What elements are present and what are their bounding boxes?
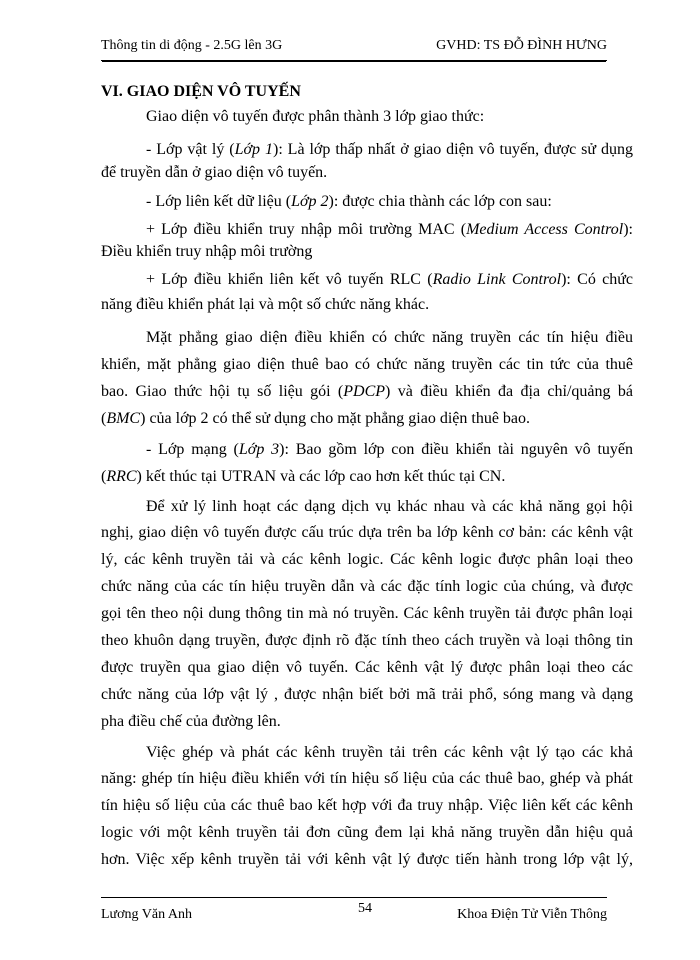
paragraph-line — [101, 409, 633, 429]
paragraph-line — [146, 270, 633, 290]
line-text: Để xử lý linh hoạt các dạng dịch vụ khác nhau và các khả năng gọi hội — [146, 498, 633, 515]
italic-term: Lớp 1 — [234, 141, 273, 158]
paragraph-line — [101, 769, 633, 789]
line-text: Mặt phẳng giao diện điều khiển có chức năng truyền các tín hiệu điều — [146, 329, 633, 346]
line-text: ): Bao gồm lớp con điều khiển tài nguyên vô tuyến — [279, 441, 634, 458]
line-text: - Lớp liên kết dữ liệu ( — [146, 193, 292, 210]
paragraph-line — [101, 295, 633, 315]
line-text: pha điều chế của đường lên. — [101, 713, 281, 730]
line-text: năng: ghép tín hiệu điều khiển với tín hiệu số liệu của các thuê bao, ghép và phát — [101, 770, 633, 787]
line-text: để truyền dẫn ở giao diện vô tuyến. — [101, 164, 328, 181]
line-text: được truyền qua giao diện vô tuyến. Các kênh vật lý được phân loại theo các — [101, 659, 633, 676]
italic-term: Radio Link Control — [432, 271, 562, 288]
paragraph-line — [146, 440, 633, 460]
paragraph-line — [101, 523, 633, 543]
paragraph-line — [101, 712, 633, 732]
header-left-text: Thông tin di động - 2.5G lên 3G — [101, 38, 283, 53]
paragraph-line — [146, 192, 633, 212]
line-text: chức năng của các tín hiệu truyền dẫn và các đặc tính logic của chúng, và được — [101, 578, 633, 595]
line-text: Giao diện vô tuyến được phân thành 3 lớp giao thức: — [146, 108, 485, 125]
page-header — [101, 30, 607, 61]
line-text: + Lớp điều khiển truy nhập môi trường MAC ( — [146, 221, 467, 238]
line-text: Việc ghép và phát các kênh truyền tải trên các kênh vật lý tạo các khả — [146, 744, 633, 761]
line-text: Điều khiển truy nhập môi trường — [101, 243, 313, 260]
page-number: 54 — [358, 901, 372, 916]
paragraph-line — [101, 577, 633, 597]
line-text: ) và điều khiển đa địa chỉ/quảng bá — [385, 383, 633, 400]
line-text: nghị, giao diện vô tuyến được cấu trúc dựa trên ba lớp kênh cơ bản: các kênh vật — [101, 524, 633, 541]
line-text: bao. Giao thức hội tụ số liệu gói ( — [101, 383, 344, 400]
italic-term: Lớp 3 — [238, 441, 280, 458]
italic-term: PDCP — [343, 383, 386, 400]
paragraph-line — [101, 604, 633, 624]
paragraph-line — [101, 658, 633, 678]
line-text: ) của lớp 2 có thể sử dụng cho mặt phẳng giao diện thuê bao. — [140, 410, 531, 427]
line-text: lý, các kênh truyền tải và các kênh logic. Các kênh logic được phân loại theo — [101, 551, 633, 568]
line-text: + Lớp điều khiển liên kết vô tuyến RLC ( — [146, 271, 433, 288]
line-text: gọi tên theo nội dung thông tin mà nó truyền. Các kênh truyền tải được phân loại — [101, 605, 633, 622]
line-text: ( — [101, 468, 107, 485]
paragraph-line — [101, 467, 633, 487]
paragraph-line — [101, 382, 633, 402]
line-text: ( — [101, 410, 107, 427]
paragraph-line — [101, 355, 633, 375]
paragraph-line — [101, 631, 633, 651]
paragraph-line — [146, 328, 633, 348]
line-text: ) kết thúc tại UTRAN và các lớp cao hơn kết thúc tại CN. — [136, 468, 506, 485]
paragraph-line — [146, 220, 633, 240]
italic-term: Lớp 2 — [291, 193, 329, 210]
line-text: chức năng của lớp vật lý , được nhận biết bởi mã trải phổ, sóng mang và dạng — [101, 686, 633, 703]
paragraph-line — [146, 743, 633, 763]
line-text: logic với một kênh truyền tải đơn cũng đem lại khả năng truyền dẫn hiệu quả — [101, 824, 633, 841]
section-title: VI. GIAO DIỆN VÔ TUYẾN — [101, 83, 301, 100]
paragraph-line — [146, 140, 633, 160]
line-text: năng điều khiển phát lại và một số chức năng khác. — [101, 296, 430, 313]
italic-term: BMC — [106, 410, 141, 427]
header-right-text: GVHD: TS ĐỖ ĐÌNH HƯNG — [436, 38, 607, 53]
paragraph-line — [146, 497, 633, 517]
paragraph-line — [101, 796, 633, 816]
line-text: ): được chia thành các lớp con sau: — [328, 193, 552, 210]
line-text: - Lớp vật lý ( — [146, 141, 235, 158]
paragraph-line — [101, 823, 633, 843]
paragraph-line — [101, 550, 633, 570]
page-footer — [101, 897, 607, 938]
paragraph-line — [101, 685, 633, 705]
line-text: khiển, mặt phẳng giao diện thuê bao có chức năng truyền các tin tức của thuê — [101, 356, 633, 373]
line-text: ): Có chức — [561, 271, 634, 288]
paragraph-line — [101, 850, 633, 870]
paragraph-line — [146, 107, 633, 127]
footer-department: Khoa Điện Tử Viễn Thông — [457, 907, 607, 922]
line-text: ): — [623, 221, 633, 238]
line-text: theo khuôn dạng truyền, được định rõ đặc tính theo cách truyền và loại thông tin — [101, 632, 633, 649]
line-text: tín hiệu số liệu của các thuê bao kết hợp với đa truy nhập. Việc liên kết các kênh — [101, 797, 633, 814]
italic-term: RRC — [106, 468, 137, 485]
line-text: hơn. Việc xếp kênh truyền tải với kênh vật lý được tiến hành trong lớp vật lý, — [101, 851, 633, 868]
line-text: ): Là lớp thấp nhất ở giao diện vô tuyến, được sử dụng — [272, 141, 634, 158]
paragraph-line — [101, 163, 633, 183]
footer-author: Lương Văn Anh — [101, 907, 192, 922]
line-text: - Lớp mạng ( — [146, 441, 239, 458]
paragraph-line — [101, 242, 633, 262]
italic-term: Medium Access Control — [466, 221, 624, 238]
